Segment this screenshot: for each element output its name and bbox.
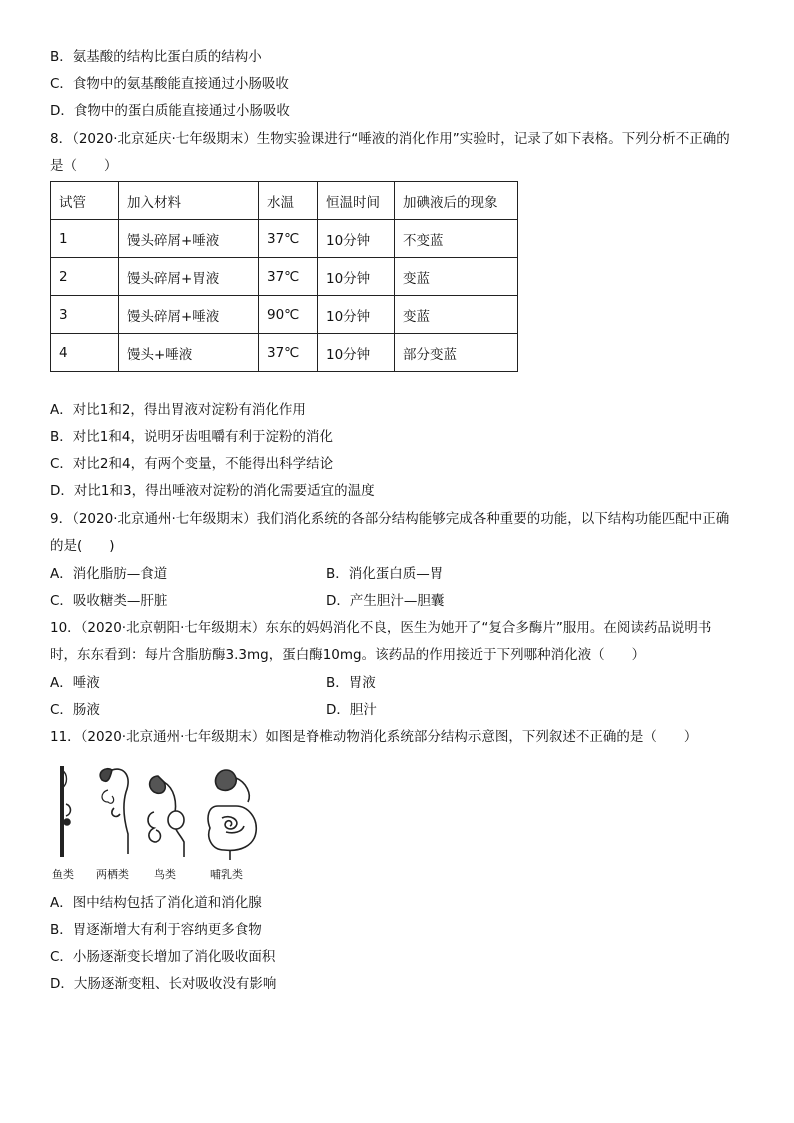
table-cell: 10分钟 (318, 296, 395, 334)
q7-option-d: D．食物中的蛋白质能直接通过小肠吸收 (50, 103, 290, 119)
q7-option-c: C．食物中的氨基酸能直接通过小肠吸收 (50, 76, 289, 92)
q9-stem: 9．（2020·北京通州·七年级期末）我们消化系统的各部分结构能够完成各种重要的功能，以下结构功能匹配中正确 (50, 511, 730, 527)
q11-option-c: C．小肠逐渐变长增加了消化吸收面积 (50, 949, 276, 965)
table-cell: 37℃ (259, 334, 318, 372)
table-cell: 部分变蓝 (395, 334, 518, 372)
table-row (51, 220, 518, 258)
table-cell: 2 (51, 258, 119, 296)
table-row (51, 258, 518, 296)
table-header-cell: 加入材料 (119, 182, 259, 220)
q8-stem: 8．（2020·北京延庆·七年级期末）生物实验课进行“唾液的消化作用”实验时，记录了如下表格。下列分析不正确的 (50, 131, 730, 147)
q10-option-c: C．肠液 (50, 702, 100, 718)
amphibian-digestive-icon (100, 769, 128, 854)
q8-option-b: B．对比1和4，说明牙齿咀嚼有利于淀粉的消化 (50, 429, 333, 445)
q10-option-b: B．胃液 (326, 675, 376, 691)
q9-option-d: D．产生胆汁—胆囊 (326, 593, 445, 609)
q9-option-b: B．消化蛋白质—胃 (326, 566, 444, 582)
q9-option-a: A．消化脂肪—食道 (50, 566, 168, 582)
q8-option-d: D．对比1和3，得出唾液对淀粉的消化需要适宜的温度 (50, 483, 375, 499)
table-cell: 馒头碎屑+胃液 (119, 258, 259, 296)
table-cell: 变蓝 (395, 258, 518, 296)
table-cell: 10分钟 (318, 220, 395, 258)
q11-option-b: B．胃逐渐增大有利于容纳更多食物 (50, 922, 262, 938)
table-cell: 馒头碎屑+唾液 (119, 296, 259, 334)
table-header-cell: 加碘液后的现象 (395, 182, 518, 220)
q7-option-b: B．氨基酸的结构比蛋白质的结构小 (50, 49, 262, 65)
q10-option-a: A．唾液 (50, 675, 100, 691)
q9-stem-cont: 的是( ) (50, 538, 115, 554)
table-row (51, 296, 518, 334)
q10-stem-cont: 时，东东看到：每片含脂肪酶3.3mg，蛋白酶10mg。该药品的作用接近于下列哪种消化液（ ） (50, 647, 646, 663)
table-cell: 3 (51, 296, 119, 334)
q10-option-d: D．胆汁 (326, 702, 377, 718)
table-cell: 37℃ (259, 220, 318, 258)
table-cell: 90℃ (259, 296, 318, 334)
q8-option-a: A．对比1和2，得出胃液对淀粉有消化作用 (50, 402, 306, 418)
table-row (51, 334, 518, 372)
figure-label-bird: 鸟类 (154, 868, 176, 881)
q9-option-c: C．吸收糖类—肝脏 (50, 593, 168, 609)
table-cell: 10分钟 (318, 258, 395, 296)
q10-stem: 10．（2020·北京朝阳·七年级期末）东东的妈妈消化不良，医生为她开了“复合多酶片”服用。在阅读药品说明书 (50, 620, 712, 636)
table-cell: 变蓝 (395, 296, 518, 334)
q11-stem: 11．（2020·北京通州·七年级期末）如图是脊椎动物消化系统部分结构示意图，下列叙述不正确的是（ ） (50, 729, 698, 745)
table-cell: 4 (51, 334, 119, 372)
figure-label-mammal: 哺乳类 (210, 868, 243, 881)
figure-label-fish: 鱼类 (52, 868, 74, 881)
table-header-cell: 试管 (51, 182, 119, 220)
table-cell: 馒头+唾液 (119, 334, 259, 372)
q8-option-c: C．对比2和4，有两个变量，不能得出科学结论 (50, 456, 334, 472)
table-cell: 不变蓝 (395, 220, 518, 258)
bird-digestive-icon (148, 776, 184, 857)
q11-option-d: D．大肠逐渐变粗、长对吸收没有影响 (50, 976, 277, 992)
digestive-system-figure (50, 762, 270, 882)
table-cell: 37℃ (259, 258, 318, 296)
table-header-cell: 水温 (259, 182, 318, 220)
q11-option-a: A．图中结构包括了消化道和消化腺 (50, 895, 262, 911)
table-cell: 馒头碎屑+唾液 (119, 220, 259, 258)
table-cell: 10分钟 (318, 334, 395, 372)
table-cell: 1 (51, 220, 119, 258)
fish-digestive-icon (62, 766, 71, 857)
table-header-row (51, 182, 518, 220)
mammal-digestive-icon (208, 770, 256, 860)
experiment-table (50, 181, 518, 372)
table-header-cell: 恒温时间 (318, 182, 395, 220)
q8-stem-cont: 是（ ） (50, 158, 118, 174)
figure-label-amphibian: 两栖类 (96, 868, 129, 881)
